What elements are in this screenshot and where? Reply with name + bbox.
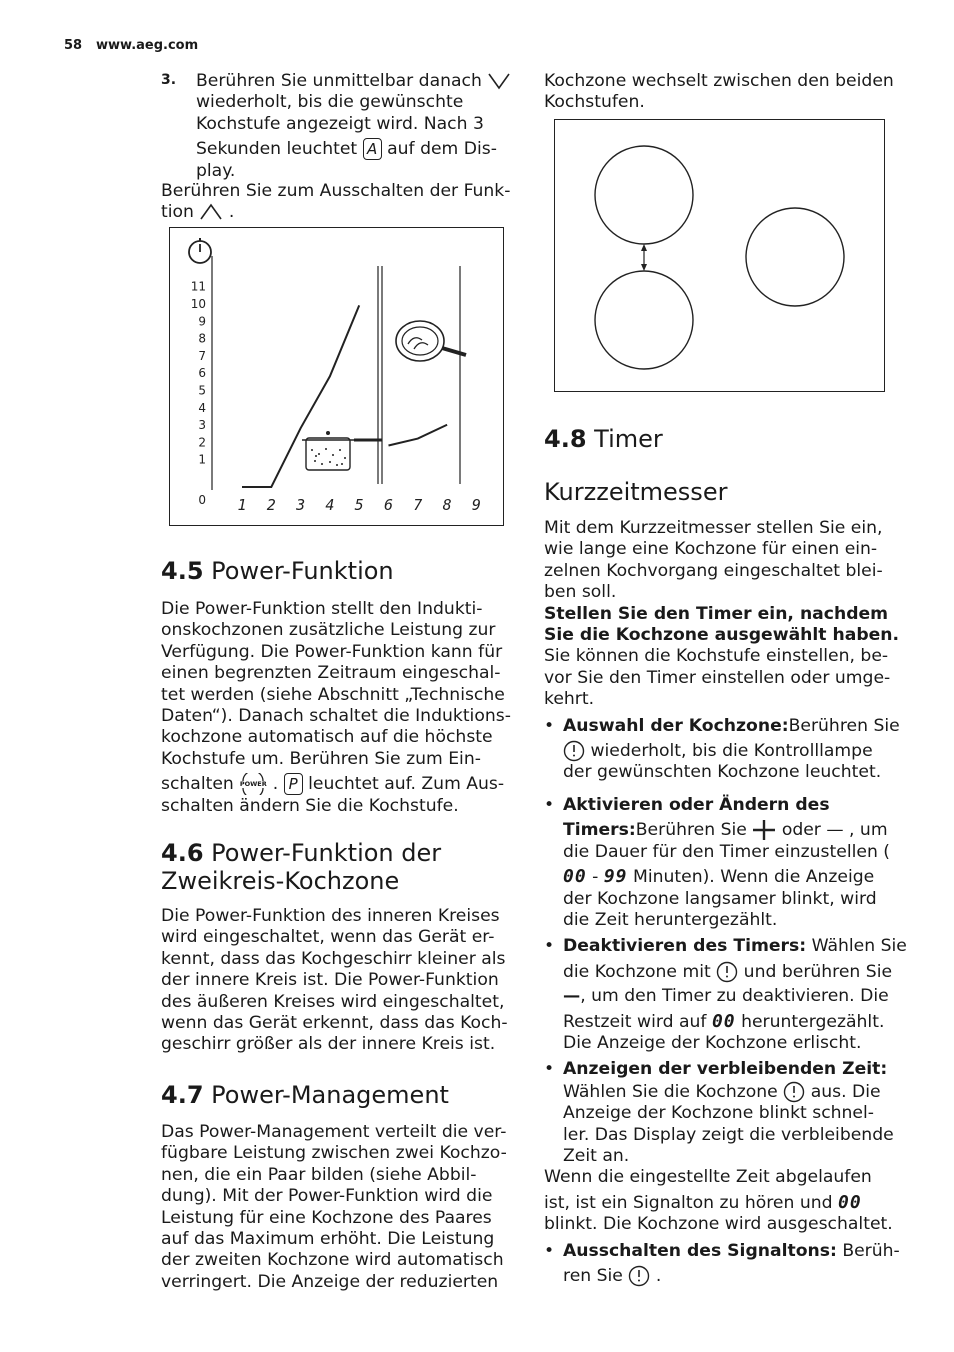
- bullet-zone-select: • Auswahl der Kochzone:Berühren Sie wiederholt, bis die Kontrolllampe der gewünschten Kochzone leuchtet.: [544, 716, 914, 784]
- display-99: 99: [603, 866, 628, 888]
- bullet-timer-set: • Aktivieren oder Ändern des Timers:Berühren Sie oder — , um die Dauer für den Timer einzustellen ( 00 - 99 Minuten). Wenn die Anzeige der Kochzone langsamer blinkt, wird die Zeit heruntergezählt.: [544, 795, 914, 931]
- plus-icon: [752, 819, 776, 841]
- timer-icon: [628, 1265, 650, 1287]
- indicator-a-icon: A: [363, 138, 382, 160]
- cooking-zone: [595, 271, 693, 369]
- x-tick-label: 4: [325, 496, 335, 514]
- y-tick-label: 4: [198, 400, 206, 415]
- section-4-8-heading: 4.8 Timer: [544, 425, 663, 453]
- y-tick-label: 8: [198, 331, 206, 346]
- chart-svg: [170, 228, 502, 524]
- section-4-5-heading: 4.5 Power-Funktion: [161, 557, 394, 585]
- y-tick-label: 6: [198, 366, 206, 381]
- y-tick-label: 2: [198, 435, 206, 450]
- chevron-up-icon: [199, 202, 223, 222]
- y-tick-label: 5: [198, 383, 206, 398]
- pan-icon: [396, 321, 466, 361]
- off-instruction: Berühren Sie zum Ausschalten der Funk- tion .: [161, 181, 511, 223]
- section-4-7-heading: 4.7 Power-Management: [161, 1081, 449, 1109]
- section-4-6-heading: 4.6 Power-Funktion der Zweikreis-Kochzone: [161, 839, 442, 895]
- y-tick-label: 7: [198, 348, 206, 363]
- display-00: 00: [838, 1191, 862, 1213]
- timer-icon: [189, 238, 211, 263]
- bullet-remaining-time: • Anzeigen der verbleibenden Zeit: Wählen Sie die Kochzone aus. Die Anzeige der Kochzone blinkt schnel- ler. Das Display zeigt die verbleibende Zeit an.: [544, 1059, 914, 1167]
- bullet-signal-off: • Ausschalten des Signaltons: Berüh- ren Sie .: [544, 1241, 914, 1288]
- cooking-zone: [595, 146, 693, 244]
- double-arrow-icon: [641, 244, 647, 271]
- power-chart: [169, 227, 504, 526]
- x-tick-label: 9: [471, 496, 481, 514]
- section-4-8-text: Mit dem Kurzzeitmesser stellen Sie ein, wie lange eine Kochzone für einen ein- zelnen Kochvorgang eingeschaltet blei- ben soll. Stellen Sie den Timer ein, nachdem Sie die Kochzone ausgewählt haben. Sie können die Kochstufe einstellen, be- vor Sie den Timer einstellen oder umge- kehrt. • Auswahl der Kochzone:Berühren Sie wiederholt, bis die Kontrolllampe der gewünschten Kochzone leuchtet. • Aktivieren oder Ändern des Timers:Berühren Sie oder — , um die Dauer für den Timer einzustellen ( 00 - 99 Minuten). Wenn die Anzeige der Kochzone langsamer blinkt, wird die Zeit heruntergezählt. • Deaktivieren des Timers: Wählen Sie die Kochzone mit und berühren Sie —, um den Timer zu deaktivieren. Die Restzeit wird auf 00 heruntergezählt. Die Anzeige der Kochzone erlischt. • Anzeigen der verbleibenden Zeit: Wählen Sie die Kochzone aus. Die Anzeige der Kochzone blinkt schnel- ler. Das Display zeigt die verbleibende Zeit an. Wenn die eingestellte Zeit abgelaufen ist, ist ein Signalton zu hören und 00 blinkt. Die Kochzone wird ausgeschaltet. • Ausschalten des Signaltons: Berüh- ren Sie .: [544, 518, 914, 1287]
- p-indicator-icon: P: [284, 773, 303, 795]
- y-tick-label: 1: [198, 452, 206, 467]
- y-tick-label: 10: [190, 297, 206, 311]
- x-tick-label: 3: [296, 496, 306, 514]
- display-00: 00: [563, 866, 587, 888]
- chevron-down-icon: [487, 71, 511, 91]
- x-tick-label: 6: [383, 496, 394, 514]
- x-tick-label: 5: [354, 496, 364, 514]
- minus-icon: —: [563, 986, 581, 1007]
- x-tick-label: 2: [266, 496, 276, 514]
- bullet-timer-off: • Deaktivieren des Timers: Wählen Sie die Kochzone mit und berühren Sie —, um den Timer zu deaktivieren. Die Restzeit wird auf 00 heruntergezählt. Die Anzeige der Kochzone erlischt.: [544, 936, 914, 1054]
- y-tick-label: 11: [190, 279, 206, 294]
- power-management-continued: Kochzone wechselt zwischen den beiden Kochstufen.: [544, 71, 894, 113]
- power-icon: POWER: [239, 773, 267, 795]
- cooking-zone: [746, 208, 844, 306]
- pot-icon: [302, 431, 382, 470]
- timer-icon: [716, 961, 738, 983]
- site-url[interactable]: www.aeg.com: [96, 38, 199, 53]
- y-tick-label: 0: [198, 493, 206, 507]
- section-4-7-text: Das Power-Management verteilt die ver- fügbare Leistung zwischen zwei Kochzo- nen, die ein Paar bilden (siehe Abbil- dung). Mit der Power-Funktion wird die Leistung für eine Kochzone des Paares auf das Maximum erhöht. Die Leistung der zweiten Kochzone wird automatisch verringert. Die Anzeige der reduzierten: [161, 1122, 507, 1292]
- timer-icon: [563, 740, 585, 762]
- section-4-8-subheading: Kurzzeitmesser: [544, 478, 728, 506]
- step-number: 3.: [161, 72, 177, 88]
- display-00: 00: [711, 1010, 736, 1032]
- series-line-pan: [389, 425, 448, 446]
- y-tick-label: 9: [198, 314, 206, 329]
- page-number: 58: [64, 38, 83, 53]
- step3-text: Berühren Sie unmittelbar danach wiederholt, bis die gewünschte Kochstufe angezeigt wird. Nach 3 Sekunden leuchtet A auf dem Dis- play.: [196, 71, 516, 182]
- x-tick-label: 1: [237, 496, 247, 514]
- section-4-5-text: Die Power-Funktion stellt den Indukti- onskochzonen zusätzliche Leistung zur Verfügung. Die Power-Funktion kann für einen begrenzten Zeitraum eingeschal- tet werden (siehe Abschnitt „Technische Daten“). Danach schaltet die Induktions- kochzone automatisch auf die höchste Kochstufe um. Berühren Sie zum Ein- schalten POWER . P leuchtet auf. Zum Aus- schalten ändern Sie die Kochstufe.: [161, 599, 511, 816]
- cooktop-diagram: [554, 119, 885, 392]
- timer-icon: [783, 1081, 805, 1103]
- x-tick-label: 7: [413, 496, 423, 514]
- x-tick-label: 8: [442, 496, 452, 514]
- y-tick-label: 3: [198, 418, 206, 433]
- section-4-6-text: Die Power-Funktion des inneren Kreises wird eingeschaltet, wenn das Gerät er- kennt, dass das Kochgeschirr kleiner als der innere Kreis ist. Die Power-Funktion des äußeren Kreises wird eingeschaltet, wenn das Gerät erkennt, dass das Koch- geschirr größer als der innere Kreis ist.: [161, 906, 508, 1055]
